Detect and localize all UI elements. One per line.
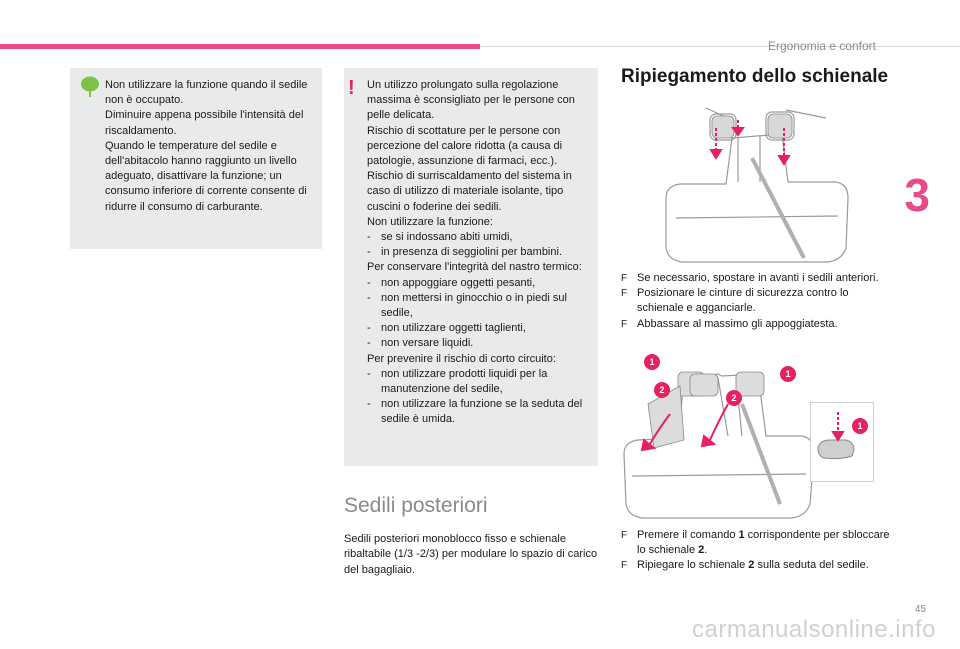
warning-text: Per prevenire il rischio di corto circuito:: [367, 352, 556, 365]
rear-seat-headrest-illustration: [656, 98, 856, 270]
warning-text: Rischio di surriscaldamento del sistema in caso di utilizzo di materiale isolante, tipo cuscini o foderine dei sedili.: [367, 170, 572, 213]
watermark: carmanualsonline.info: [692, 616, 936, 643]
warning-box: [344, 68, 598, 466]
list-item: - in presenza di seggiolini per bambini.: [367, 246, 562, 259]
chapter-number: 3: [904, 169, 930, 221]
list-item: - se si indossano abiti umidi,: [367, 231, 513, 244]
page-number: 45: [914, 604, 926, 615]
rear-seat-folding-illustration: [618, 344, 818, 522]
eco-tip-box: [70, 68, 322, 249]
section-heading-folding: Ripiegamento dello schienale: [621, 66, 889, 87]
release-lever-detail-illustration: [810, 402, 874, 482]
list-item: - non utilizzare oggetti taglienti,: [367, 322, 526, 335]
leaf-icon: [80, 76, 100, 98]
callout-1: 1: [785, 369, 791, 379]
instruction-step: F Premere il comando 1 corrispondente per sbloccare lo schienale 2.: [621, 529, 890, 557]
list-item: - non mettersi in ginocchio o in piedi sul sedile,: [367, 291, 567, 320]
eco-tip-line: Quando le temperature del sedile e dell'abitacolo hanno raggiunto un livello adeguato, disattivare la funzione; un consumo inferiore di corrente consente di ridurre il consumo di carburante.: [105, 139, 307, 213]
list-item: - non utilizzare la funzione se la seduta del sedile è umida.: [367, 398, 583, 426]
instruction-list-1: [621, 271, 891, 332]
section-heading-rear-seats: Sedili posteriori: [344, 494, 488, 517]
list-item: - non appoggiare oggetti pesanti,: [367, 276, 536, 289]
page-header-title: Ergonomia e confort: [767, 39, 876, 53]
callout-1: 1: [649, 357, 655, 367]
eco-tip-line: Non utilizzare la funzione quando il sedile non è occupato.: [105, 79, 308, 107]
rear-seats-description: Sedili posteriori monoblocco fisso e schienale ribaltabile (1/3 -2/3) per modulare lo spazio di carico del bagagliaio.: [344, 533, 598, 576]
list-item: - non utilizzare prodotti liquidi per la manutenzione del sedile,: [367, 367, 548, 396]
instruction-step: F Ripiegare lo schienale 2 sulla seduta del sedile.: [621, 559, 869, 572]
exclamation-icon: !: [348, 77, 355, 99]
instruction-list-2: [621, 528, 891, 574]
callout-2: 2: [659, 385, 665, 395]
eco-tip-line: Diminuire appena possibile l'intensità del riscaldamento.: [105, 109, 304, 137]
list-item: - non versare liquidi.: [367, 337, 474, 350]
warning-text: Non utilizzare la funzione:: [367, 215, 493, 228]
instruction-step: F Abbassare al massimo gli appoggiatesta.: [621, 317, 838, 330]
instruction-step: F Se necessario, spostare in avanti i sedili anteriori.: [621, 272, 879, 284]
header-rule: [480, 46, 960, 47]
instruction-step: F Posizionare le cinture di sicurezza contro lo schienale e agganciarle.: [621, 287, 849, 315]
warning-text: Un utilizzo prolungato sulla regolazione massima è sconsigliato per le persone con pelle delicata.: [367, 79, 575, 122]
warning-text: Rischio di scottature per le persone con percezione del calore ridotta (a causa di patologie, assunzione di farmaci, ecc.).: [367, 124, 563, 168]
warning-text: Per conservare l'integrità del nastro termico:: [367, 261, 582, 274]
header-accent-bar: [0, 44, 480, 49]
callout-2: 2: [731, 393, 737, 403]
callout-1: 1: [857, 421, 863, 431]
